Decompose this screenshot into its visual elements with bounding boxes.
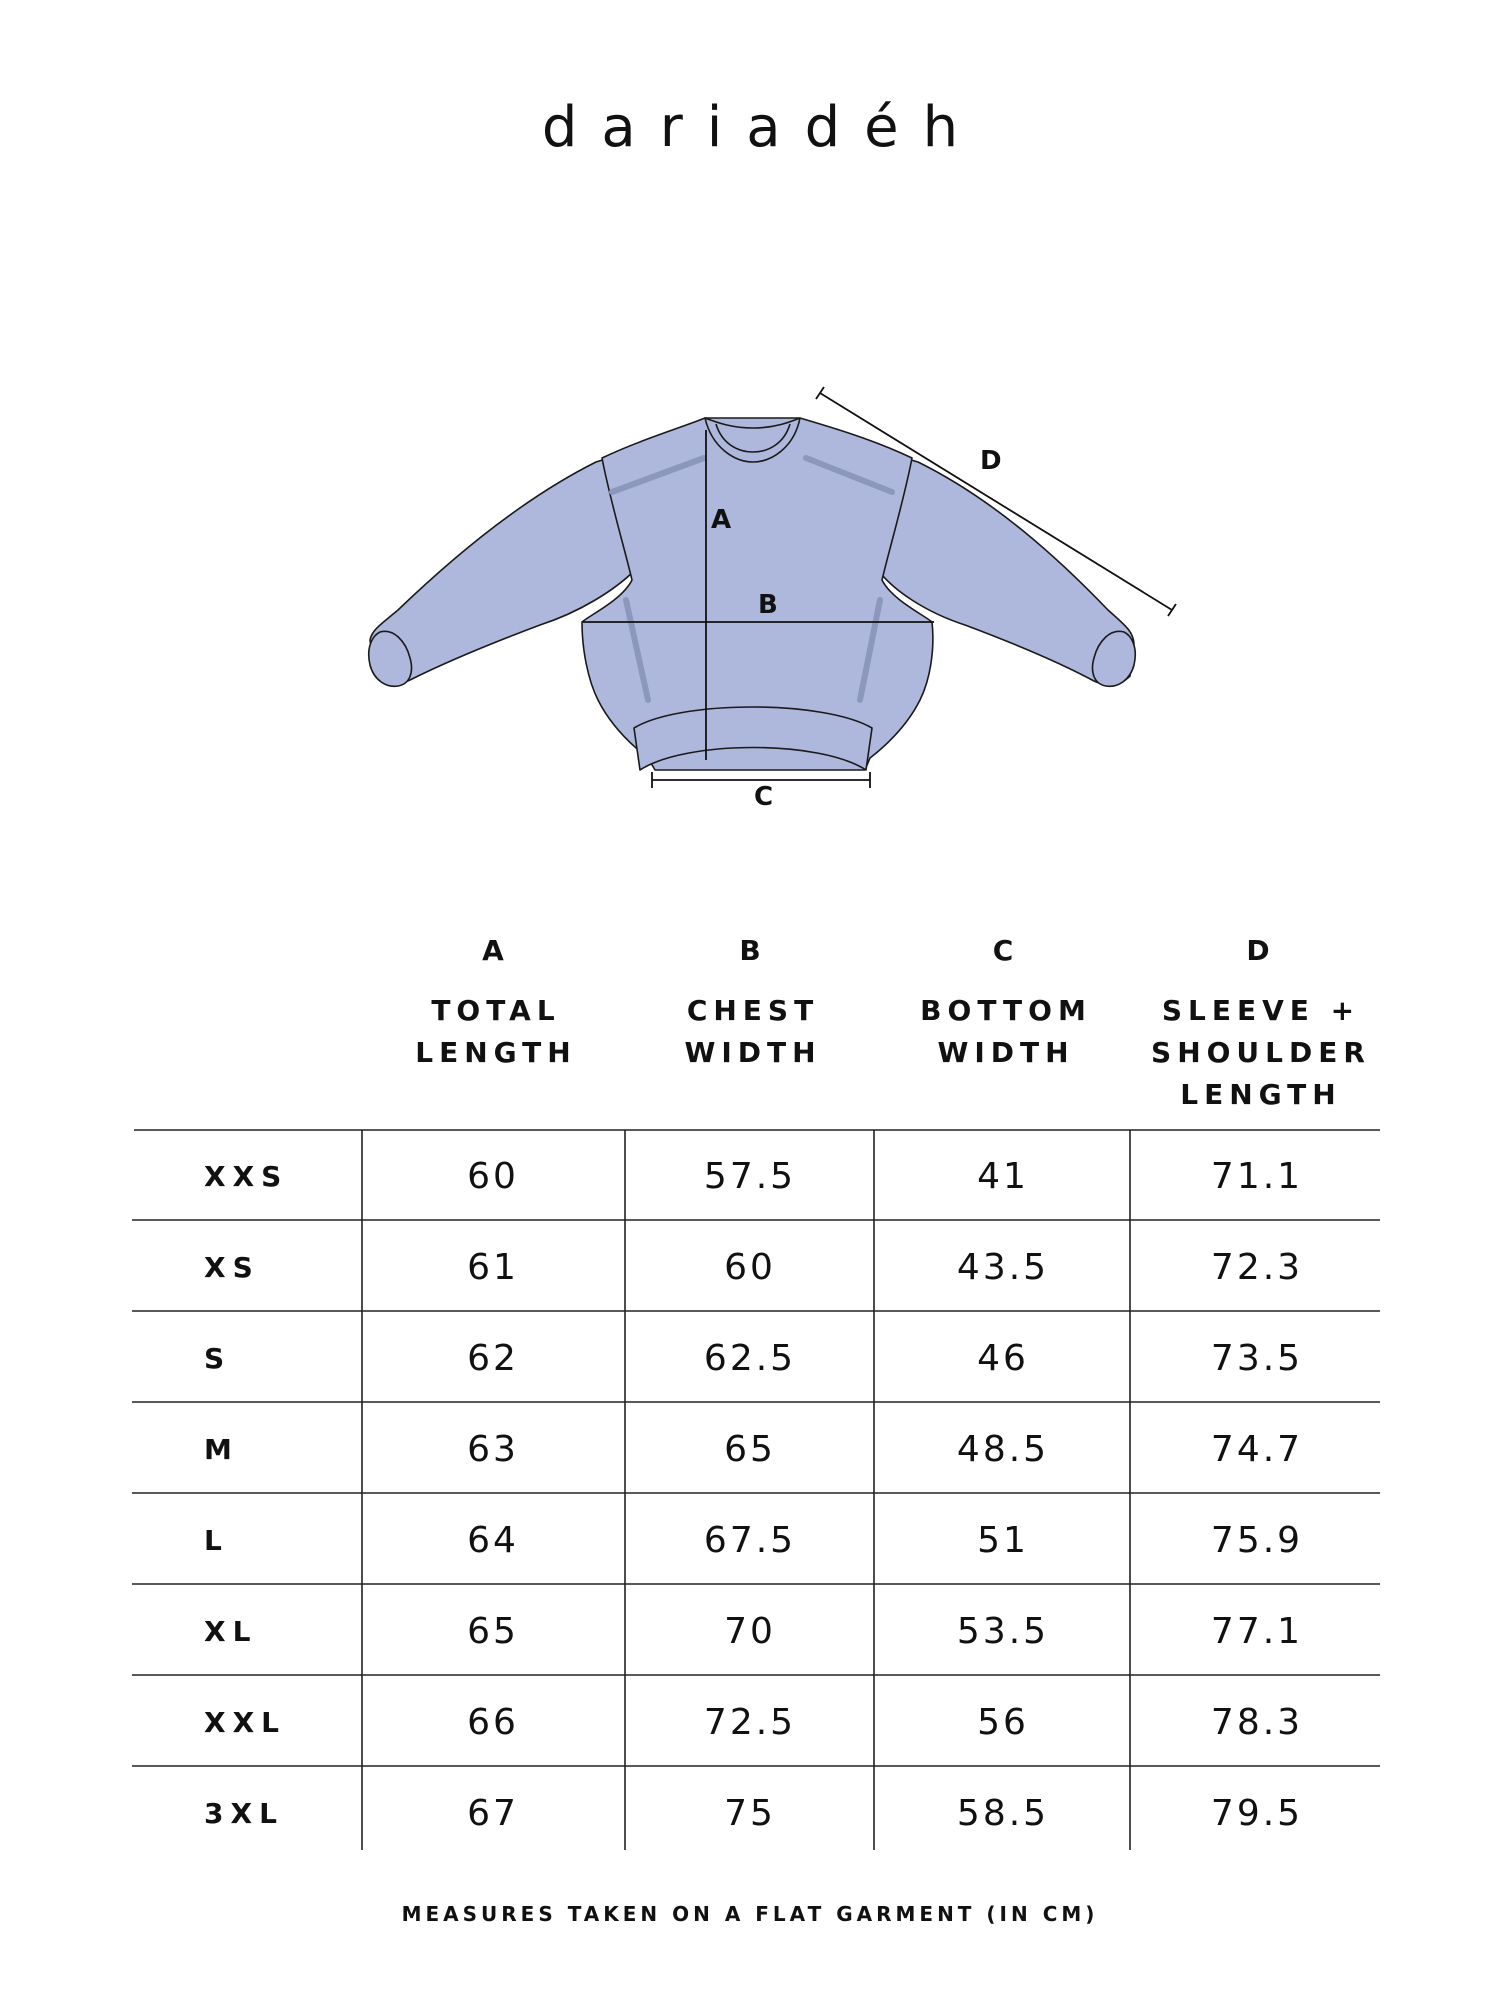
brand-logo: dariadéh	[541, 95, 983, 160]
cell-chest-width: 75	[724, 1793, 776, 1834]
cell-bottom-width: 46	[977, 1338, 1029, 1379]
diagram-label-a: A	[711, 505, 733, 535]
size-label: XS	[204, 1251, 260, 1284]
cell-total-length: 66	[467, 1702, 519, 1743]
cell-sleeve-shoulder-length: 71.1	[1210, 1156, 1304, 1197]
cell-bottom-width: 56	[977, 1702, 1029, 1743]
cell-total-length: 62	[467, 1338, 519, 1379]
cell-total-length: 67	[467, 1793, 519, 1834]
cell-chest-width: 72.5	[703, 1702, 797, 1743]
column-letter: D	[1246, 934, 1276, 967]
cell-chest-width: 57.5	[703, 1156, 797, 1197]
size-label: XXS	[204, 1160, 289, 1193]
cell-sleeve-shoulder-length: 78.3	[1210, 1702, 1304, 1743]
cell-sleeve-shoulder-length: 73.5	[1210, 1338, 1304, 1379]
measurement-footnote: MEASURES TAKEN ON A FLAT GARMENT (IN CM)	[401, 1902, 1099, 1926]
cell-total-length: 63	[467, 1429, 519, 1470]
cell-total-length: 60	[467, 1156, 519, 1197]
diagram-label-c: C	[754, 782, 775, 812]
column-letter: C	[992, 934, 1020, 967]
cell-chest-width: 65	[724, 1429, 776, 1470]
size-label: L	[204, 1524, 229, 1557]
cell-bottom-width: 43.5	[956, 1247, 1050, 1288]
cell-total-length: 65	[467, 1611, 519, 1652]
cell-bottom-width: 41	[977, 1156, 1029, 1197]
cell-total-length: 64	[467, 1520, 519, 1561]
cell-bottom-width: 53.5	[956, 1611, 1050, 1652]
cell-sleeve-shoulder-length: 77.1	[1210, 1611, 1304, 1652]
column-name: BOTTOM WIDTH	[920, 994, 1092, 1069]
cell-sleeve-shoulder-length: 75.9	[1210, 1520, 1304, 1561]
size-label: 3XL	[204, 1797, 284, 1830]
cell-chest-width: 60	[724, 1247, 776, 1288]
cell-chest-width: 62.5	[703, 1338, 797, 1379]
cell-sleeve-shoulder-length: 79.5	[1210, 1793, 1304, 1834]
size-label: M	[204, 1433, 239, 1466]
cell-chest-width: 67.5	[703, 1520, 797, 1561]
column-name: TOTAL LENGTH	[415, 994, 577, 1069]
cell-bottom-width: 48.5	[956, 1429, 1050, 1470]
cell-sleeve-shoulder-length: 74.7	[1210, 1429, 1304, 1470]
size-label: S	[204, 1342, 232, 1375]
cell-bottom-width: 51	[977, 1520, 1029, 1561]
column-letter: A	[482, 934, 510, 967]
diagram-label-b: B	[758, 590, 779, 620]
cell-total-length: 61	[467, 1247, 519, 1288]
size-label: XXL	[204, 1706, 287, 1739]
cell-bottom-width: 58.5	[956, 1793, 1050, 1834]
size-label: XL	[204, 1615, 258, 1648]
column-name: CHEST WIDTH	[684, 994, 822, 1069]
diagram-label-d: D	[980, 446, 1003, 476]
cell-chest-width: 70	[724, 1611, 776, 1652]
column-name: SLEEVE + SHOULDER LENGTH	[1151, 994, 1371, 1111]
cell-sleeve-shoulder-length: 72.3	[1210, 1247, 1304, 1288]
column-letter: B	[739, 934, 767, 967]
